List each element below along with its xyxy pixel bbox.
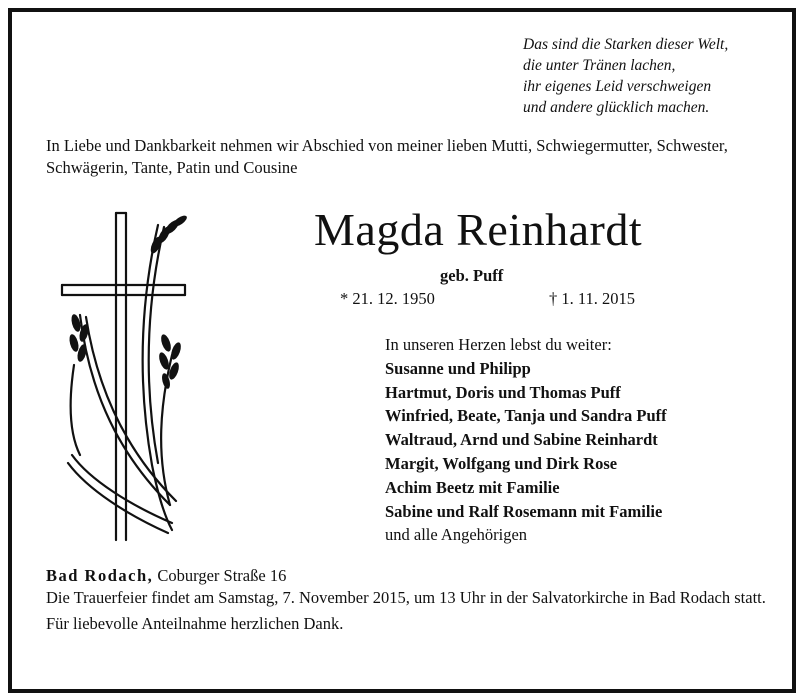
mourners-list <box>385 333 667 547</box>
mourner-entry: Hartmut, Doris und Thomas Puff <box>385 382 621 402</box>
address-line <box>46 565 766 587</box>
mourner-entry: Margit, Wolfgang und Dirk Rose <box>385 453 618 473</box>
deceased-name: Magda Reinhardt <box>314 204 643 255</box>
poem <box>523 34 728 118</box>
maiden-name: geb. Puff <box>440 266 504 285</box>
poem-line: ihr eigenes Leid verschweigen <box>523 78 712 95</box>
poem-line: Das sind die Starken dieser Welt, <box>523 36 729 53</box>
mourner-entry: Sabine und Ralf Rosemann mit Familie <box>385 501 663 521</box>
poem-line: und andere glücklich machen. <box>523 99 710 116</box>
footer <box>46 565 766 635</box>
mourner-entry: Waltraud, Arnd und Sabine Reinhardt <box>385 430 658 450</box>
intro-text: In Liebe und Dankbarkeit nehmen wir Abschied von meiner lieben Mutti, Schwiegermutter, Schwester, Schwägerin, Tante, Patin und Cousine <box>46 136 728 177</box>
poem-line: die unter Tränen lachen, <box>523 57 676 74</box>
mourner-entry: Susanne und Philipp <box>385 358 531 378</box>
birth-date: * 21. 12. 1950 <box>340 289 435 308</box>
place-name: Bad Rodach, <box>46 566 154 585</box>
cross-with-wheat-icon <box>60 205 200 545</box>
mourner-entry: Winfried, Beate, Tanja und Sandra Puff <box>385 406 667 426</box>
mourners-heading: In unseren Herzen lebst du weiter: <box>385 335 612 354</box>
mourner-entry: Achim Beetz mit Familie <box>385 477 560 497</box>
death-date: † 1. 11. 2015 <box>549 289 636 308</box>
mourners-closing: und alle Angehörigen <box>385 525 528 545</box>
thanks-line: Für liebevolle Anteilnahme herzlichen Dank. <box>46 614 344 633</box>
service-info: Die Trauerfeier findet am Samstag, 7. November 2015, um 13 Uhr in der Salvatorkirche in Bad Rodach statt. <box>46 588 766 607</box>
street-address: Coburger Straße 16 <box>157 566 287 585</box>
